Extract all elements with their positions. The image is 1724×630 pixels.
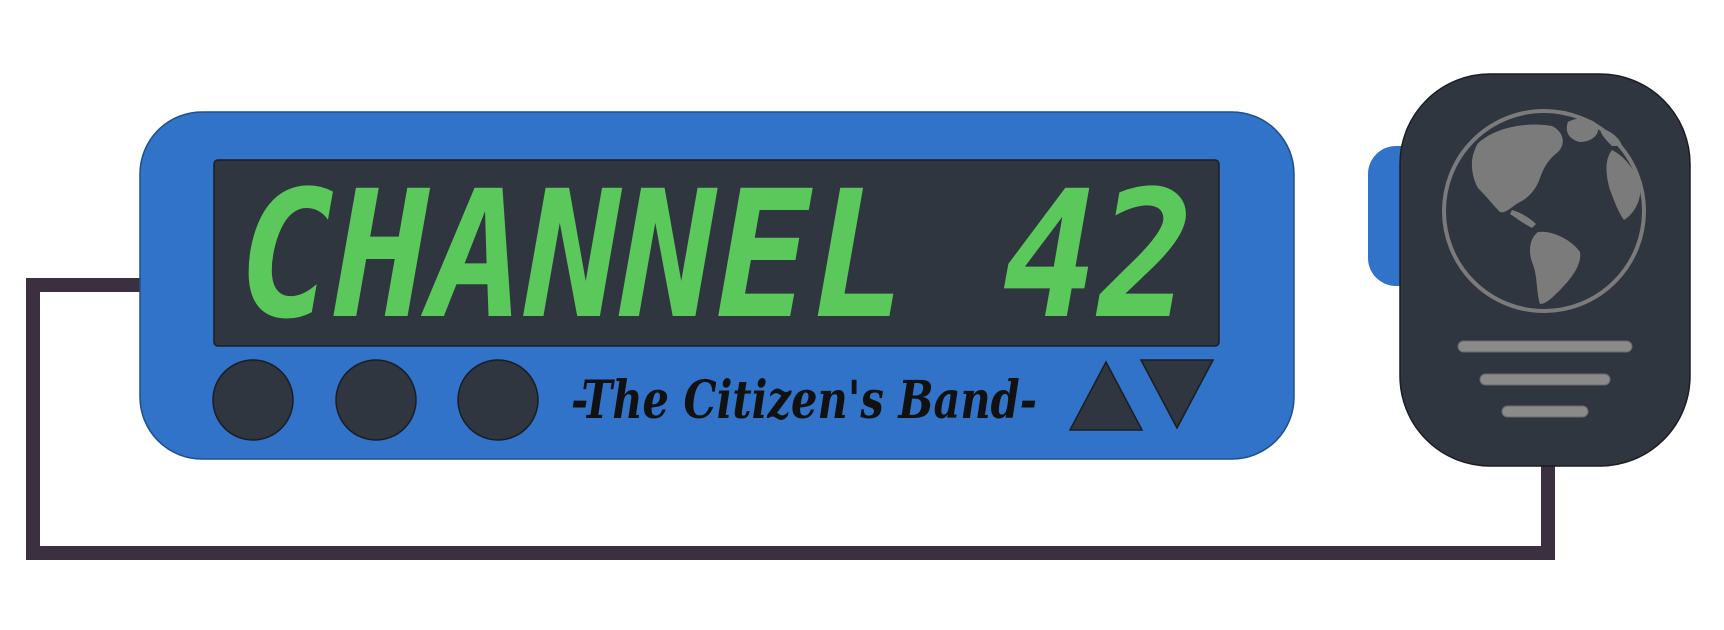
speaker-grille-line-3 <box>1502 406 1588 417</box>
speaker-grille-line-2 <box>1480 374 1610 385</box>
speaker-grille-line-1 <box>1458 341 1632 352</box>
preset-button-2[interactable] <box>336 360 416 440</box>
tagline: -The Citizen's Band- <box>571 370 1037 431</box>
globe-icon <box>1444 111 1644 311</box>
preset-button-3[interactable] <box>458 360 538 440</box>
preset-button-1[interactable] <box>213 360 293 440</box>
channel-display-text: CHANNEL 42 <box>238 153 1194 358</box>
